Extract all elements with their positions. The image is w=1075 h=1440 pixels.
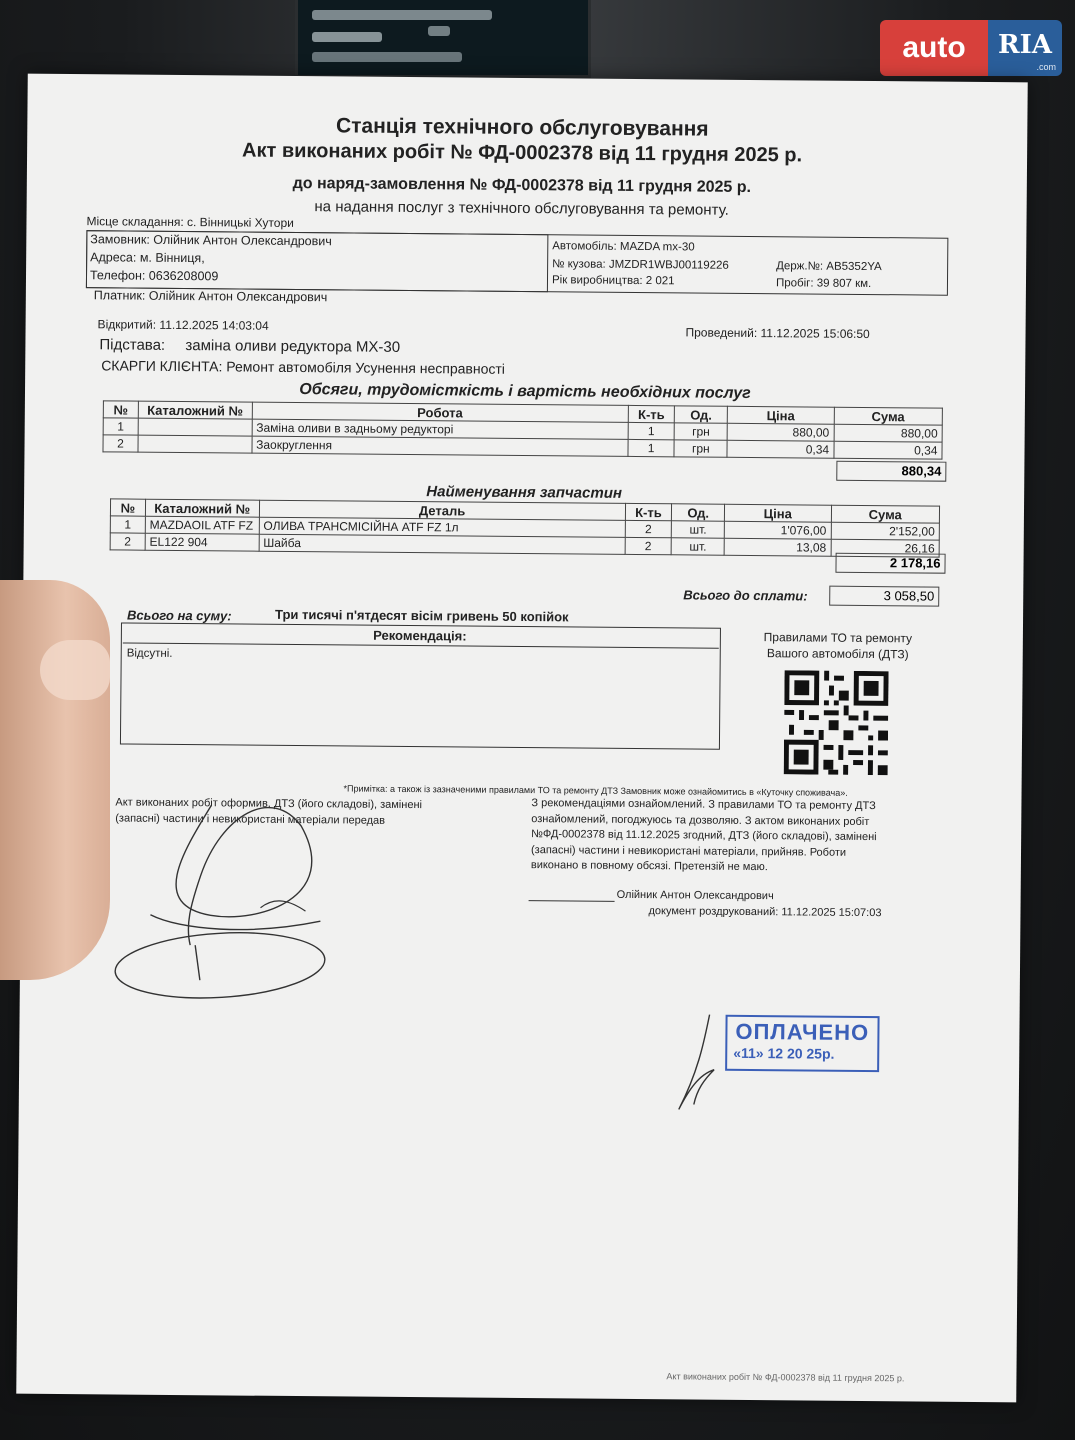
basis-label: Підстава: (99, 336, 166, 354)
col-sum: Сума (834, 407, 943, 425)
acceptance-line: №ФД-0002378 від 11.12.2025 згодний, ДТЗ (його складові), замінені (531, 828, 877, 844)
row-sum: 880,00 (834, 424, 943, 442)
paid-stamp (725, 1015, 879, 1072)
row-price: 1'076,00 (724, 521, 831, 539)
col-part: Деталь (259, 500, 625, 520)
row-no: 1 (110, 516, 145, 533)
row-qty: 2 (625, 537, 672, 554)
services-title: Обсяги, трудомісткість і вартість необхідних послуг (299, 381, 751, 402)
acceptance-line: виконано в повному обсязі. Претензій не маю. (530, 859, 768, 874)
recommendation-text: Відсутні. (126, 647, 173, 660)
row-unit: шт. (672, 521, 725, 538)
faint-footer-text: Акт виконаних робіт № ФД-0002378 від 11 грудня 2025 р. (666, 1371, 905, 1384)
col-unit: Од. (675, 406, 728, 423)
row-no: 1 (103, 418, 138, 435)
row-price: 880,00 (727, 423, 834, 441)
row-qty: 2 (625, 520, 672, 537)
place-of-issue: Місце складання: с. Вінницькі Хутори (86, 214, 294, 230)
customer-address: Адреса: м. Вінниця, (90, 250, 205, 266)
recommendation-title: Рекомендація: (373, 627, 467, 644)
row-catalog (138, 435, 252, 453)
col-price: Ціна (725, 504, 832, 522)
services-total: 880,34 (836, 461, 946, 482)
row-catalog (138, 418, 252, 436)
customer-signature-line (529, 900, 615, 902)
rules-label-line1: Правилами ТО та ремонту (763, 630, 913, 646)
row-unit: грн (674, 440, 727, 457)
service-purpose: на надання послуг з технічного обслуговування та ремонту. (314, 198, 729, 219)
stamp-date: «11» 12 20 25р. (733, 1044, 835, 1062)
client-complaints: СКАРГИ КЛІЄНТА: Ремонт автомобіля Усунення несправності (101, 357, 506, 377)
row-qty: 1 (628, 439, 675, 456)
col-catalog: Каталожний № (145, 499, 259, 517)
customer-phone: Телефон: 0636208009 (89, 268, 219, 284)
parts-title: Найменування запчастин (426, 483, 623, 502)
doc-title: Станція технічного обслуговування (335, 114, 709, 141)
col-no: № (103, 401, 138, 418)
col-sum: Сума (831, 505, 940, 523)
vehicle-year: Рік виробництва: 2 021 (551, 274, 675, 288)
customer-acceptance-text (531, 796, 877, 877)
col-unit: Од. (672, 504, 725, 521)
car-display-screen (295, 0, 591, 78)
service-act-document (16, 74, 1027, 1403)
qr-code-icon (784, 670, 889, 775)
conducted-datetime: Проведений: 11.12.2025 15:06:50 (685, 325, 870, 342)
col-qty: К-ть (625, 503, 672, 520)
row-price: 0,34 (727, 440, 834, 458)
signer-name: Олійник Антон Олександрович (616, 888, 774, 903)
printed-datetime: документ роздрукований: 11.12.2025 15:07:03 (648, 905, 882, 920)
vehicle-model: Автомобіль: MAZDA mx-30 (552, 240, 695, 254)
row-catalog: EL122 904 (145, 533, 259, 551)
issuer-statement-line2: (запасні) частини і невикористані матеріали передав (115, 812, 386, 827)
acceptance-line: ознайомлений, погоджуюсь та дозволяю. З актом виконаних робіт (531, 812, 870, 828)
vehicle-mileage: Пробіг: 39 807 км. (775, 277, 872, 291)
basis-text: заміна оливи редуктора МХ-30 (185, 337, 401, 356)
row-part: ОЛИВА ТРАНСМІСІЙНА ATF FZ 1л (259, 517, 625, 537)
handwritten-signature-issuer (90, 794, 392, 1017)
col-qty: К-ть (628, 405, 675, 422)
vehicle-vin: № кузова: JMZDR1WBJ00119226 (552, 258, 729, 272)
logo-ria-text: RIA (988, 20, 1062, 76)
grand-total-label: Всього до сплати: (683, 587, 808, 604)
logo-auto-text: auto (880, 20, 988, 76)
parts-table (110, 498, 940, 557)
row-no: 2 (103, 435, 138, 452)
thumb-nail (40, 640, 110, 700)
payer-name: Платник: Олійник Антон Олександрович (93, 288, 328, 305)
rules-label-line2: Вашого автомобіля (ДТЗ) (766, 646, 909, 662)
parts-total: 2 178,16 (835, 553, 945, 574)
grand-total-value: 3 058,50 (829, 586, 939, 607)
row-work: Заокруглення (252, 436, 628, 456)
row-no: 2 (110, 533, 145, 550)
row-price: 13,08 (724, 538, 831, 556)
acceptance-line: (запасні) частини і невикористані матеріали, прийняв. Роботи (530, 843, 847, 859)
logo-domain-text: .com (1036, 62, 1056, 72)
customer-name: Замовник: Олійник Антон Олександрович (90, 232, 332, 249)
services-table (102, 400, 942, 459)
row-work: Заміна оливи в задньому редукторі (252, 419, 628, 439)
row-sum: 0,34 (834, 441, 943, 459)
row-sum: 26,16 (831, 539, 940, 557)
vehicle-plate: Держ.№: AB5352YA (776, 260, 882, 274)
col-catalog: Каталожний № (138, 401, 252, 419)
order-number: до наряд-замовлення № ФД-0002378 від 11 грудня 2025 р. (292, 174, 752, 196)
row-qty: 1 (628, 422, 675, 439)
col-work: Робота (252, 402, 628, 422)
col-no: № (110, 499, 145, 516)
row-part: Шайба (259, 534, 625, 554)
row-unit: шт. (671, 538, 724, 555)
opened-datetime: Відкритий: 11.12.2025 14:03:04 (97, 317, 269, 333)
row-catalog: MAZDAOIL ATF FZ (145, 516, 259, 534)
stamp-title: ОПЛАЧЕНО (735, 1018, 870, 1046)
in-words-value: Три тисячі п'ятдесят вісім гривень 50 копійок (275, 606, 569, 625)
row-sum: 2'152,00 (831, 522, 940, 540)
col-price: Ціна (727, 406, 834, 424)
issuer-statement-line1: Акт виконаних робіт оформив, ДТЗ (його складові), замінені (115, 796, 423, 812)
autoria-watermark-logo (880, 20, 1062, 76)
footnote: *Примітка: а також із зазначеними правилами ТО та ремонту ДТЗ Замовник може ознайомитись в «Куточку споживача». (343, 783, 848, 798)
in-words-label: Всього на суму: (126, 607, 232, 624)
row-unit: грн (675, 423, 728, 440)
acceptance-line: З рекомендаціями ознайомлений. З правилами ТО та ремонту ДТЗ (531, 797, 876, 813)
handwritten-signature-stamp (669, 1009, 740, 1120)
act-number: Акт виконаних робіт № ФД-0002378 від 11 грудня 2025 р. (241, 139, 803, 167)
